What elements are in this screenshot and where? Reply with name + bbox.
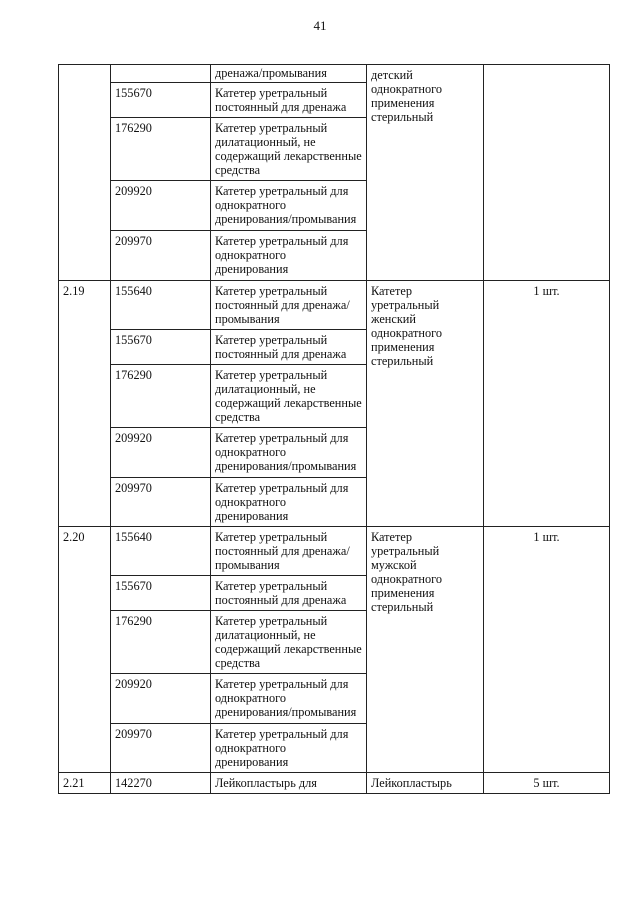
code-cell: 176290 xyxy=(111,611,211,674)
row-number-cell: 2.19 xyxy=(59,281,111,527)
table-row xyxy=(59,527,610,576)
description-cell: Лейкопластырь xyxy=(367,773,484,794)
name-cell: Катетер уретральный постоянный для дренажа/промывания xyxy=(211,281,367,330)
code-cell: 176290 xyxy=(111,118,211,181)
name-cell: Катетер уретральный постоянный для дренажа xyxy=(211,330,367,365)
description-cell: детский однократного применения стерильный xyxy=(367,65,484,281)
name-cell: Катетер уретральный постоянный для дренажа xyxy=(211,576,367,611)
quantity-cell: 1 шт. xyxy=(484,281,610,527)
quantity-cell: 5 шт. xyxy=(484,773,610,794)
code-cell: 155670 xyxy=(111,83,211,118)
code-cell: 209920 xyxy=(111,674,211,724)
code-cell: 209920 xyxy=(111,181,211,231)
name-cell: Катетер уретральный постоянный для дренажа/промывания xyxy=(211,527,367,576)
code-cell: 209920 xyxy=(111,428,211,478)
row-number-cell: 2.20 xyxy=(59,527,111,773)
table-row xyxy=(59,281,610,330)
name-cell: Катетер уретральный дилатационный, не содержащий лекарственные средства xyxy=(211,611,367,674)
quantity-cell: 1 шт. xyxy=(484,527,610,773)
name-cell: Катетер уретральный для однократного дренирования/промывания xyxy=(211,428,367,478)
code-cell: 142270 xyxy=(111,773,211,794)
name-cell: Катетер уретральный для однократного дренирования/промывания xyxy=(211,181,367,231)
code-cell: 209970 xyxy=(111,724,211,773)
code-cell: 209970 xyxy=(111,231,211,281)
name-cell: Катетер уретральный для однократного дренирования/промывания xyxy=(211,674,367,724)
code-cell: 155640 xyxy=(111,527,211,576)
code-cell: 176290 xyxy=(111,365,211,428)
name-cell: Катетер уретральный для однократного дренирования xyxy=(211,231,367,281)
name-cell: дренажа/промывания xyxy=(211,65,367,83)
name-cell: Катетер уретральный дилатационный, не содержащий лекарственные средства xyxy=(211,365,367,428)
code-cell: 209970 xyxy=(111,478,211,527)
quantity-cell xyxy=(484,65,610,281)
name-cell: Катетер уретральный постоянный для дренажа xyxy=(211,83,367,118)
name-cell: Катетер уретральный дилатационный, не содержащий лекарственные средства xyxy=(211,118,367,181)
code-cell: 155670 xyxy=(111,576,211,611)
description-cell: Катетер уретральный мужской однократного применения стерильный xyxy=(367,527,484,773)
code-cell: 155640 xyxy=(111,281,211,330)
code-cell: 155670 xyxy=(111,330,211,365)
row-number-cell: 2.21 xyxy=(59,773,111,794)
description-cell: Катетер уретральный женский однократного применения стерильный xyxy=(367,281,484,527)
code-cell xyxy=(111,65,211,83)
page-number: 41 xyxy=(313,18,327,33)
name-cell: Катетер уретральный для однократного дренирования xyxy=(211,478,367,527)
row-number-cell xyxy=(59,65,111,281)
table-row xyxy=(59,65,610,83)
document-table xyxy=(58,64,610,794)
name-cell: Лейкопластырь для xyxy=(211,773,367,794)
name-cell: Катетер уретральный для однократного дренирования xyxy=(211,724,367,773)
table-row xyxy=(59,773,610,794)
